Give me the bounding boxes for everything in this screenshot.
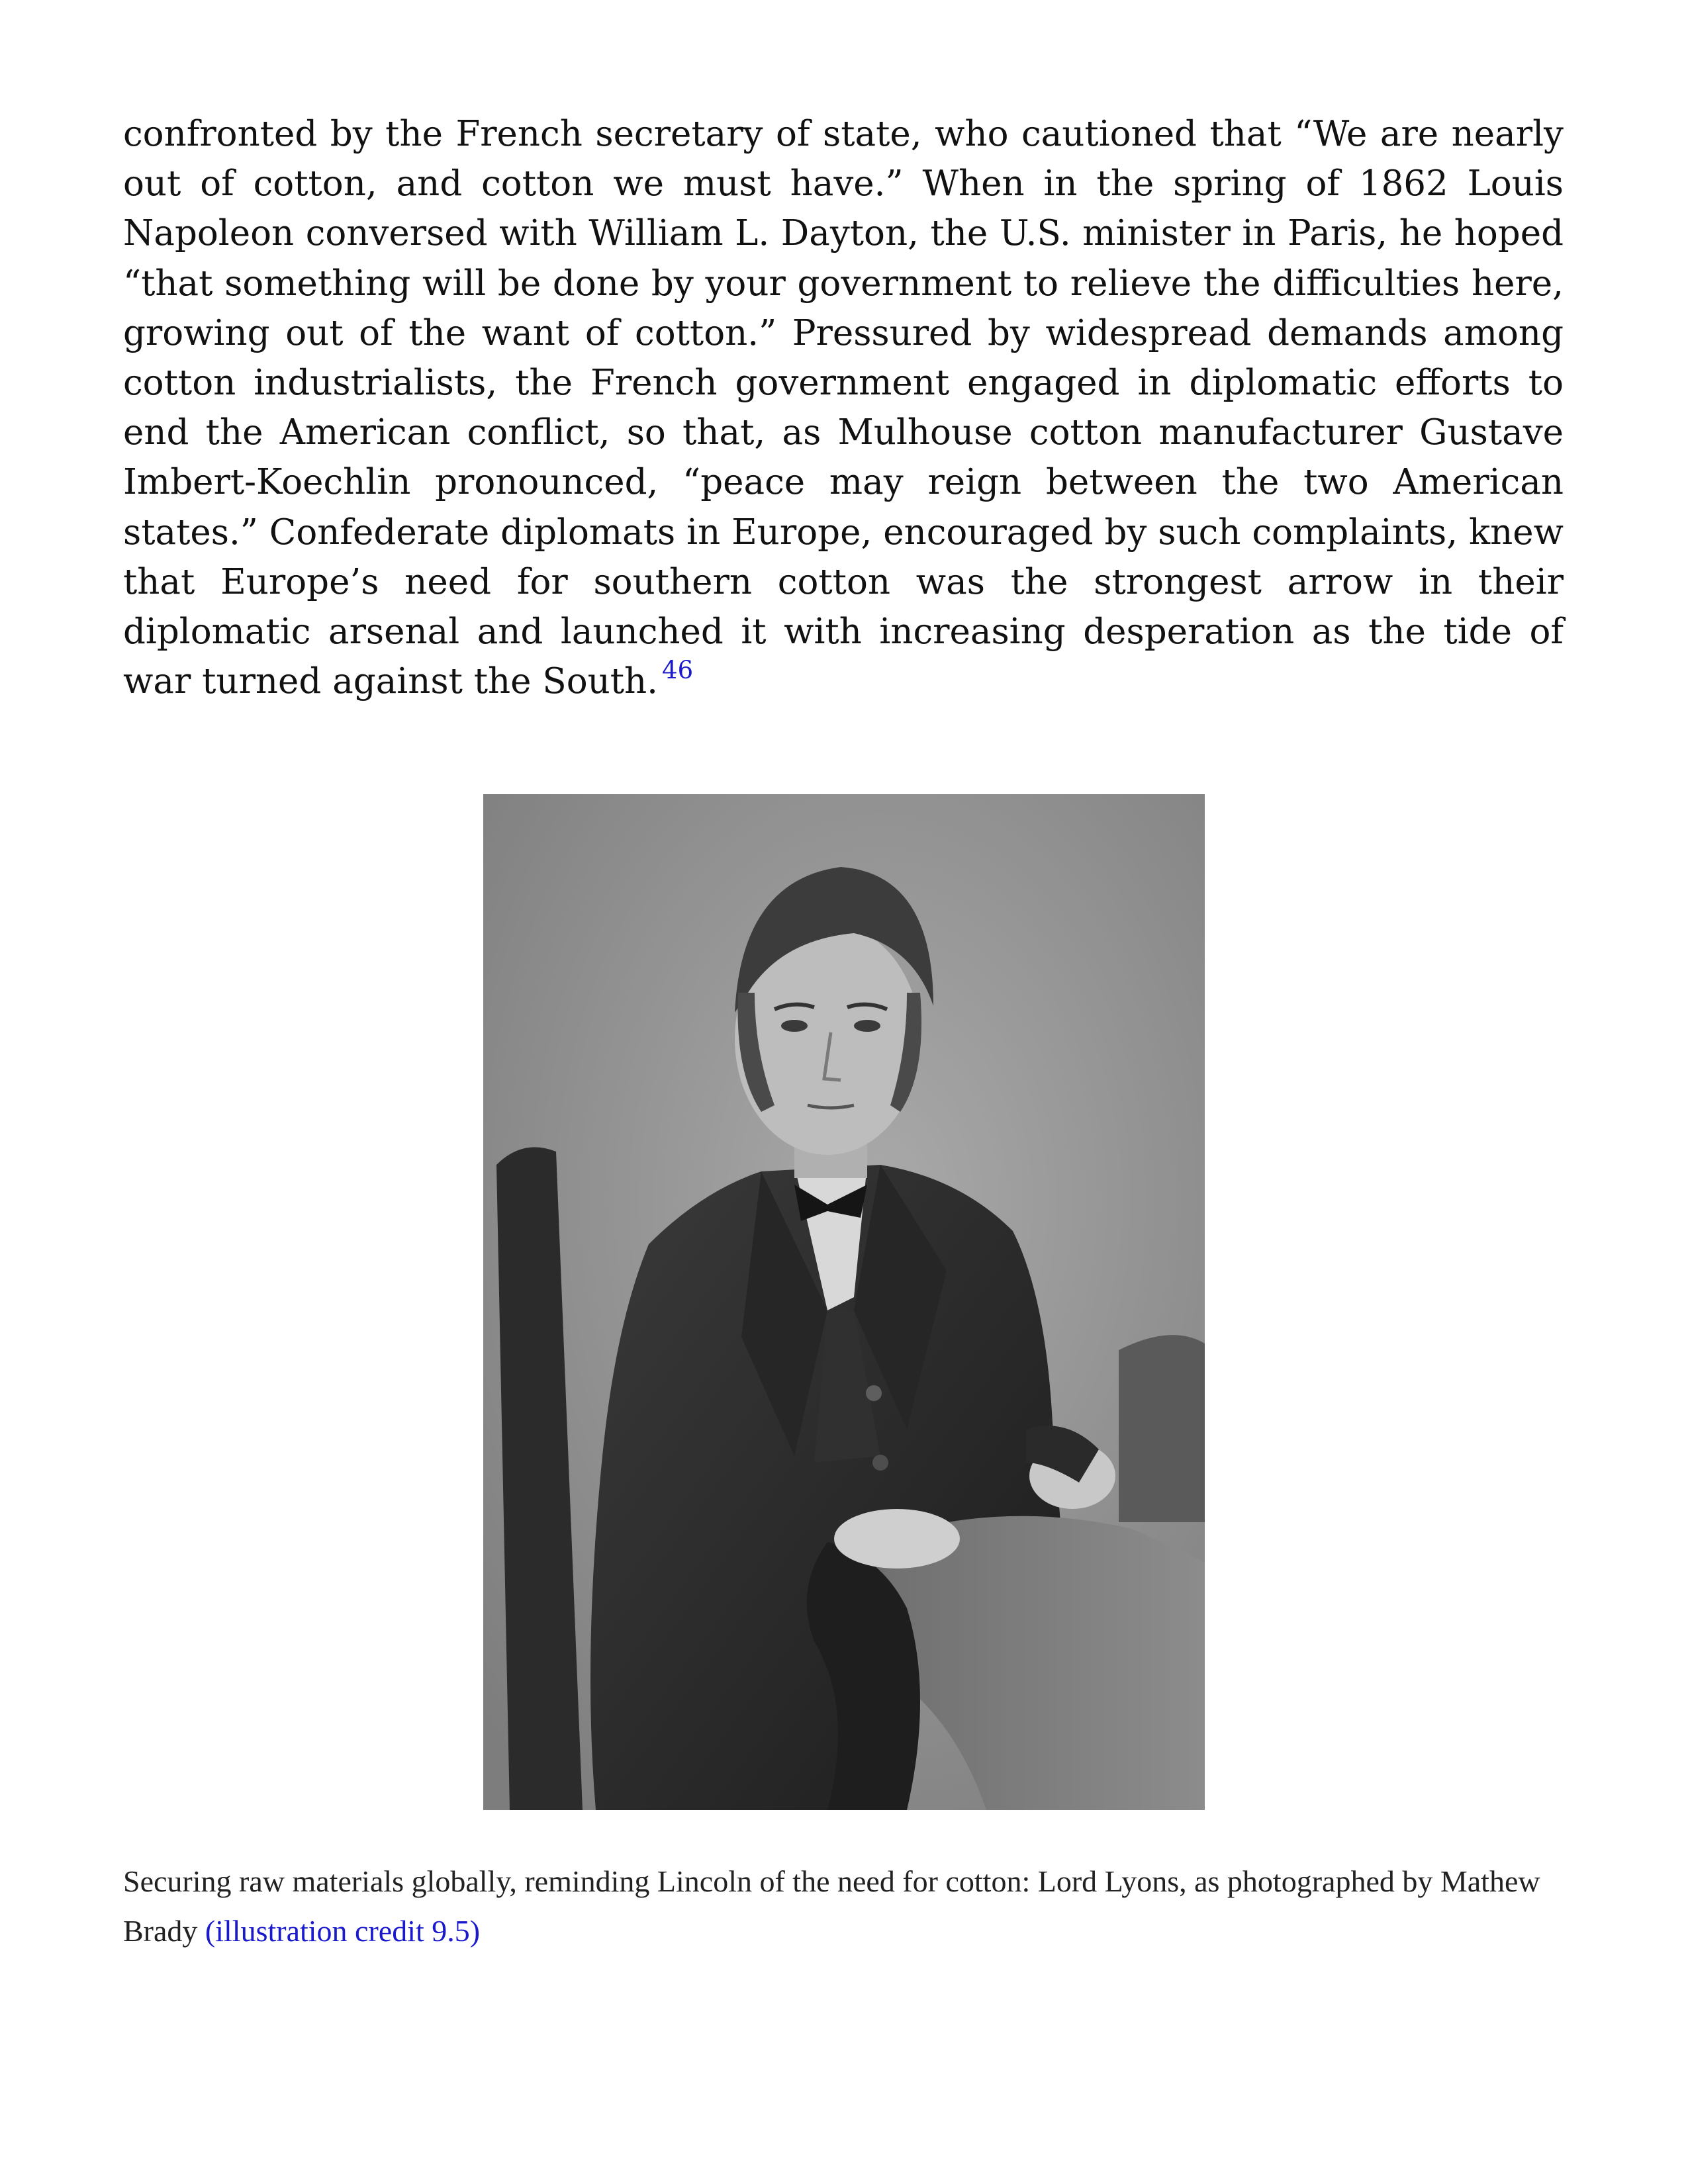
portrait-photo-icon <box>483 794 1205 1810</box>
caption-text: Securing raw materials globally, reminding Lincoln of the need for cotton: Lord Lyons, as photographed by Mathew Brady <box>123 1864 1540 1948</box>
body-paragraph <box>123 109 1564 706</box>
illustration-credit-link[interactable]: (illustration credit 9.5) <box>205 1914 481 1948</box>
paragraph-text: confronted by the French secretary of state, who cautioned that “We are nearly out of cotton, and cotton we must have.” When in the spring of 1862 Louis Napoleon conversed with William L. Dayton, the U.S. minister in Paris, he hoped “that something will be done by your government to relieve the difficulties here, growing out of the want of cotton.” Pressured by widespread demands among cotton industrialists, the French government engaged in diplomatic efforts to end the American conflict, so that, as Mulhouse cotton manufacturer Gustave Imbert-Koechlin pronounced, “peace may reign between the two American states.” Confederate diplomats in Europe, encouraged by such complaints, knew that Europe’s need for southern cotton was the strongest arrow in their diplomatic arsenal and launched it with increasing desperation as the tide of war turned against the South. <box>123 114 1564 702</box>
footnote-link[interactable]: 46 <box>662 656 694 685</box>
portrait-photograph <box>483 794 1205 1810</box>
figure-caption <box>123 1856 1573 1956</box>
